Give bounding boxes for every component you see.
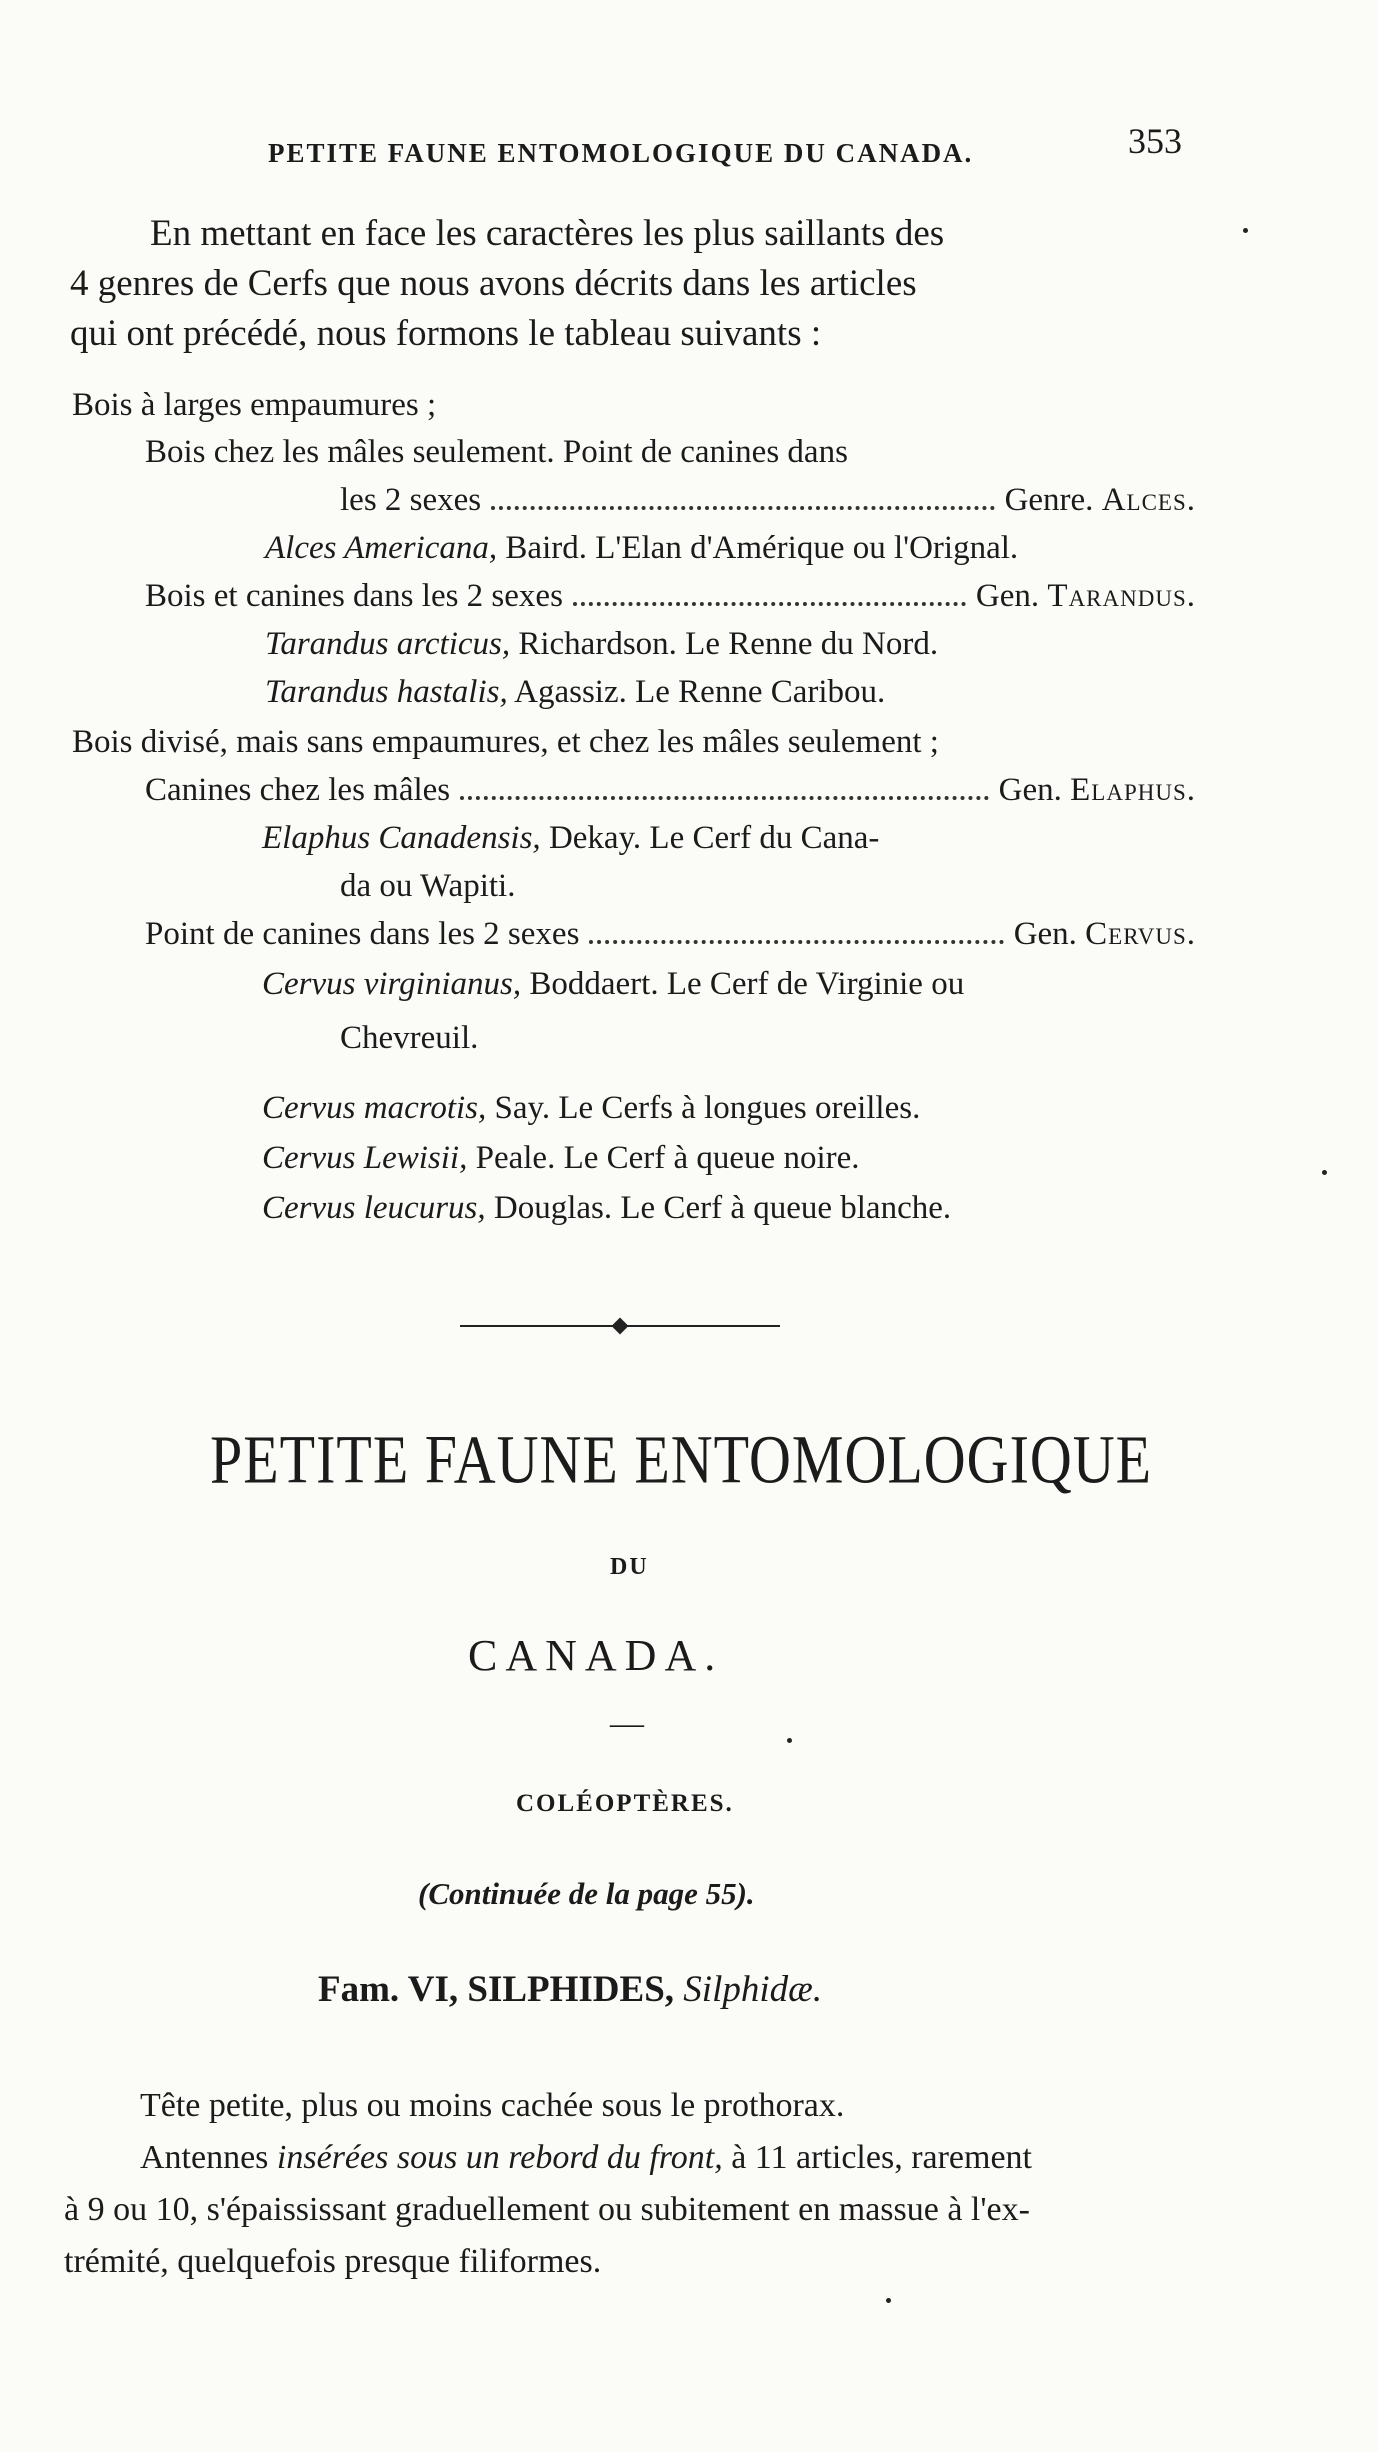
tarandus-species-1-rest: Richardson. Le Renne du Nord. [510, 626, 939, 662]
cervus-species-1-cont: Chevreuil. [340, 1020, 479, 1056]
section-dash: — [610, 1705, 644, 1742]
family-heading-latin: Silphidæ. [683, 1969, 823, 2010]
desc-line-2-italic: insérées sous un rebord du front, [276, 2139, 723, 2176]
tarandus-species-1 [265, 626, 938, 663]
group2-heading: Bois divisé, mais sans empaumures, et chez les mâles seulement ; [72, 724, 939, 760]
cervus-species-2-rest: Say. Le Cerfs à longues oreilles. [486, 1090, 921, 1126]
tarandus-genus-row [145, 578, 1196, 615]
print-speck [1243, 228, 1248, 233]
tarandus-genus-prefix: Gen. [975, 578, 1040, 614]
continuation-note: (Continuée de la page 55). [418, 1876, 755, 1911]
alces-genus: Alces. [1101, 482, 1196, 518]
section-canada: CANADA. [468, 1631, 724, 1680]
cervus-species-4-rest: Douglas. Le Cerf à queue blanche. [485, 1190, 952, 1226]
cervus-genus-prefix: Gen. [1013, 916, 1077, 952]
cervus-species-2 [262, 1090, 920, 1127]
desc-line-2-a: Antennes [140, 2139, 277, 2176]
tarandus-genus: Tarandus. [1047, 578, 1196, 614]
elaphus-genus-row [145, 772, 1196, 809]
cervus-species-2-name: Cervus macrotis, [262, 1090, 487, 1126]
cervus-species-1 [262, 966, 964, 1003]
alces-genus-prefix: Genre. [1004, 482, 1094, 518]
cervus-species-4-name: Cervus leucurus, [262, 1190, 486, 1226]
cervus-genus: Cervus. [1085, 916, 1196, 952]
cervus-genus-row [145, 916, 1196, 953]
tarandus-species-2-rest: Agassiz. Le Renne Caribou. [507, 674, 886, 710]
cervus-species-3-rest: Peale. Le Cerf à queue noire. [467, 1140, 860, 1176]
running-title: PETITE FAUNE ENTOMOLOGIQUE DU CANADA. [268, 138, 974, 168]
tarandus-species-2 [265, 674, 885, 711]
desc-line-2-b: à 11 articles, rarement [722, 2139, 1033, 2176]
elaphus-species-name: Elaphus Canadensis, [262, 820, 541, 856]
alces-genus-row [340, 482, 1196, 519]
separator-diamond [612, 1318, 629, 1335]
print-speck [1322, 1170, 1327, 1175]
alces-line-1: Bois chez les mâles seulement. Point de canines dans [145, 434, 848, 470]
elaphus-genus: Elaphus. [1070, 772, 1196, 808]
order-heading: COLÉOPTÈRES. [516, 1790, 734, 1817]
cervus-line: Point de canines dans les 2 sexes [145, 916, 580, 952]
cervus-species-1-name: Cervus virginianus, [262, 966, 522, 1002]
cervus-species-3 [262, 1140, 860, 1177]
tarandus-species-2-name: Tarandus hastalis, [265, 674, 508, 710]
alces-species-rest: Baird. L'Elan d'Amérique ou l'Orignal. [497, 530, 1019, 566]
intro-line-3: qui ont précédé, nous formons le tableau suivants : [70, 313, 822, 354]
alces-species-name: Alces Americana, [265, 530, 498, 566]
print-speck [886, 2298, 891, 2303]
elaphus-species [262, 820, 879, 857]
cervus-species-3-name: Cervus Lewisii, [262, 1140, 468, 1176]
desc-line-4: trémité, quelquefois presque filiformes. [64, 2243, 602, 2280]
elaphus-species-rest: Dekay. Le Cerf du Cana- [540, 820, 880, 856]
family-heading [318, 1968, 822, 2011]
desc-line-1: Tête petite, plus ou moins cachée sous le prothorax. [140, 2087, 845, 2124]
cervus-species-4 [262, 1190, 951, 1227]
group1-heading: Bois à larges empaumures ; [72, 387, 437, 423]
intro-line-1: En mettant en face les caractères les plus saillants des [150, 213, 945, 254]
desc-line-3: à 9 ou 10, s'épaississant graduellement ou subitement en massue à l'ex- [64, 2191, 1030, 2228]
elaphus-line: Canines chez les mâles [145, 772, 451, 808]
elaphus-species-cont: da ou Wapiti. [340, 868, 516, 904]
page-number: 353 [1128, 121, 1182, 161]
elaphus-genus-prefix: Gen. [998, 772, 1062, 808]
leader-dots [460, 796, 989, 800]
alces-species [265, 530, 1018, 567]
leader-dots [491, 506, 994, 510]
cervus-species-1-rest: Boddaert. Le Cerf de Virginie ou [521, 966, 965, 1002]
section-title: PETITE FAUNE ENTOMOLOGIQUE [210, 1421, 1153, 1498]
family-heading-prefix: Fam. VI, SILPHIDES, [318, 1969, 675, 2010]
desc-line-2 [140, 2132, 1032, 2184]
leader-dots [589, 940, 1003, 944]
print-speck [787, 1738, 792, 1743]
alces-line-2: les 2 sexes [340, 482, 482, 518]
leader-dots [573, 602, 966, 606]
tarandus-line: Bois et canines dans les 2 sexes [145, 578, 563, 614]
intro-line-2: 4 genres de Cerfs que nous avons décrits dans les articles [70, 263, 917, 304]
section-du: DU [610, 1554, 649, 1580]
tarandus-species-1-name: Tarandus arcticus, [265, 626, 511, 662]
